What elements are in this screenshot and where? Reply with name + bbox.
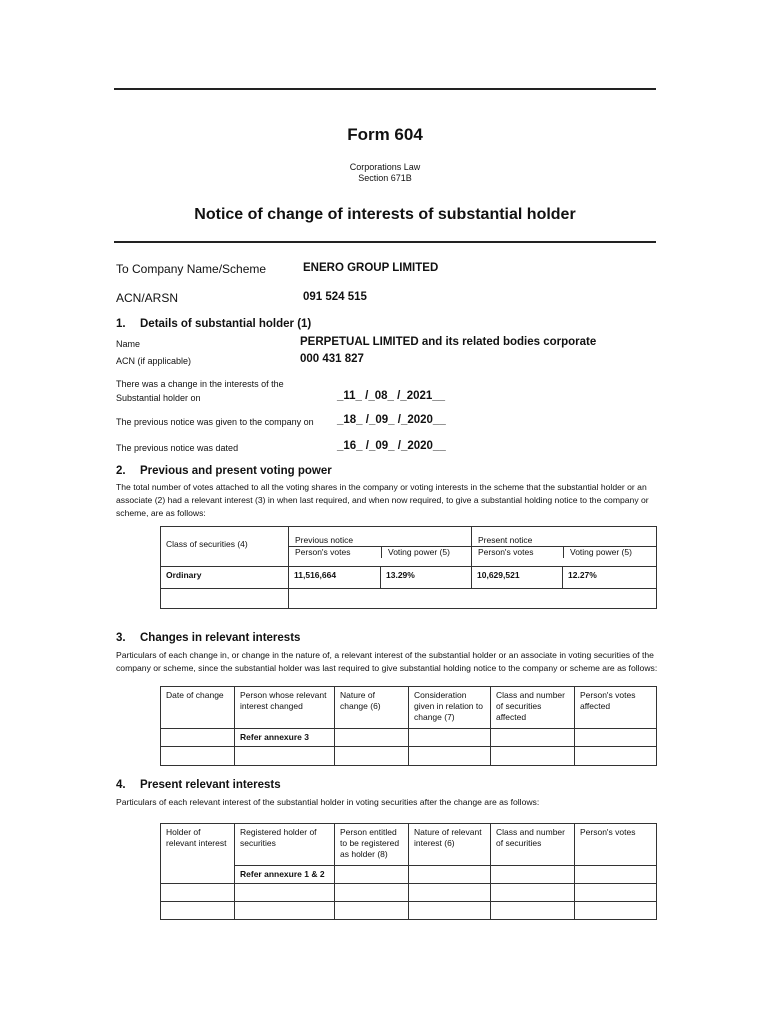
col-class-number-securities: Class and number of securities [491, 824, 575, 866]
voting-power-table [160, 526, 657, 609]
col-persons-votes: Person's votes [575, 824, 657, 866]
present-interests-table [160, 823, 657, 920]
present-power: 12.27% [563, 567, 657, 589]
section2-heading: Previous and present voting power [140, 465, 332, 477]
change-date: _11_ /_08_ /_2021__ [337, 390, 446, 402]
prev-given-label: The previous notice was given to the company on [116, 417, 314, 427]
col-person-changed: Person whose relevant interest changed [235, 687, 335, 729]
acn-arsn-value: 091 524 515 [303, 291, 367, 303]
section3-number: 3. [116, 632, 126, 644]
section4-heading: Present relevant interests [140, 779, 281, 791]
present-persons-votes-header: Person's votes [478, 547, 534, 557]
col-date-of-change: Date of change [161, 687, 235, 729]
top-rule [114, 88, 656, 90]
section1-heading: Details of substantial holder (1) [140, 318, 312, 330]
col-holder: Holder of relevant interest [161, 824, 235, 866]
section3-heading: Changes in relevant interests [140, 632, 301, 644]
section4-number: 4. [116, 779, 126, 791]
col-person-entitled: Person entitled to be registered as holder (8) [335, 824, 409, 866]
prev-voting-power-header: Voting power (5) [381, 547, 471, 558]
class-header-cell [161, 527, 289, 567]
present-notice-header: Present notice [478, 535, 533, 545]
refer-annexure-3: Refer annexure 3 [235, 729, 335, 747]
table-row [161, 567, 657, 589]
acn-value: 000 431 827 [300, 353, 364, 365]
table-row [161, 589, 657, 609]
present-notice-cell [472, 527, 657, 567]
prev-votes: 11,516,664 [289, 567, 381, 589]
to-company-label: To Company Name/Scheme [116, 262, 267, 276]
section1-number: 1. [116, 318, 126, 330]
law-line-2: Section 671B [358, 173, 412, 183]
col-nature-of-change: Nature of change (6) [335, 687, 409, 729]
header-rule [114, 241, 656, 243]
name-value: PERPETUAL LIMITED and its related bodies corporate [300, 336, 597, 348]
changes-table [160, 686, 657, 766]
prev-given-date: _18_ /_09_ /_2020__ [337, 414, 446, 426]
class-header: Class of securities (4) [166, 539, 248, 549]
col-consideration: Consideration given in relation to change (7) [409, 687, 491, 729]
law-line-1: Corporations Law [349, 162, 421, 172]
prev-notice-header: Previous notice [295, 535, 354, 545]
section3-paragraph: Particulars of each change in, or change in the nature of, a relevant interest of the substantial holder or an associate in voting securities of the company or scheme, since the substantial holder was last required to give substantial holding notice to the company or scheme are as follows: [116, 650, 658, 673]
change-label-line1: There was a change in the interests of the [116, 379, 284, 389]
table-row [161, 866, 657, 884]
col-class-number: Class and number of securities affected [491, 687, 575, 729]
col-persons-votes-affected: Person's votes affected [575, 687, 657, 729]
section2-paragraph: The total number of votes attached to all the voting shares in the company or voting interests in the scheme that the substantial holder or an associate (2) had a relevant interest (3) in when last required, and when now required, to give a substantial holding notice to the company or scheme, are as follows: [116, 482, 649, 518]
section4-paragraph: Particulars of each relevant interest of the substantial holder in voting securities after the change are as follows: [116, 797, 540, 807]
col-nature-interest: Nature of relevant interest (6) [409, 824, 491, 866]
table-row [161, 902, 657, 920]
prev-dated-label: The previous notice was dated [116, 443, 239, 453]
present-votes: 10,629,521 [472, 567, 563, 589]
prev-notice-cell [289, 527, 472, 567]
present-voting-power-header: Voting power (5) [563, 547, 656, 558]
table-row [161, 729, 657, 747]
prev-power: 13.29% [381, 567, 472, 589]
prev-dated-date: _16_ /_09_ /_2020__ [337, 440, 446, 452]
refer-annexure-1-2: Refer annexure 1 & 2 [235, 866, 335, 884]
section2-number: 2. [116, 465, 126, 477]
table-row [161, 884, 657, 902]
row-class: Ordinary [161, 567, 289, 589]
change-label-line2: Substantial holder on [116, 393, 201, 403]
to-company-value: ENERO GROUP LIMITED [303, 262, 439, 274]
acn-arsn-label: ACN/ARSN [116, 291, 179, 305]
table-row [161, 747, 657, 766]
acn-label: ACN (if applicable) [116, 356, 192, 366]
prev-persons-votes-header: Person's votes [295, 547, 351, 557]
notice-title: Notice of change of interests of substantial holder [194, 206, 576, 223]
name-label: Name [116, 339, 141, 349]
form-title: Form 604 [347, 125, 423, 144]
col-registered-holder: Registered holder of securities [235, 824, 335, 866]
